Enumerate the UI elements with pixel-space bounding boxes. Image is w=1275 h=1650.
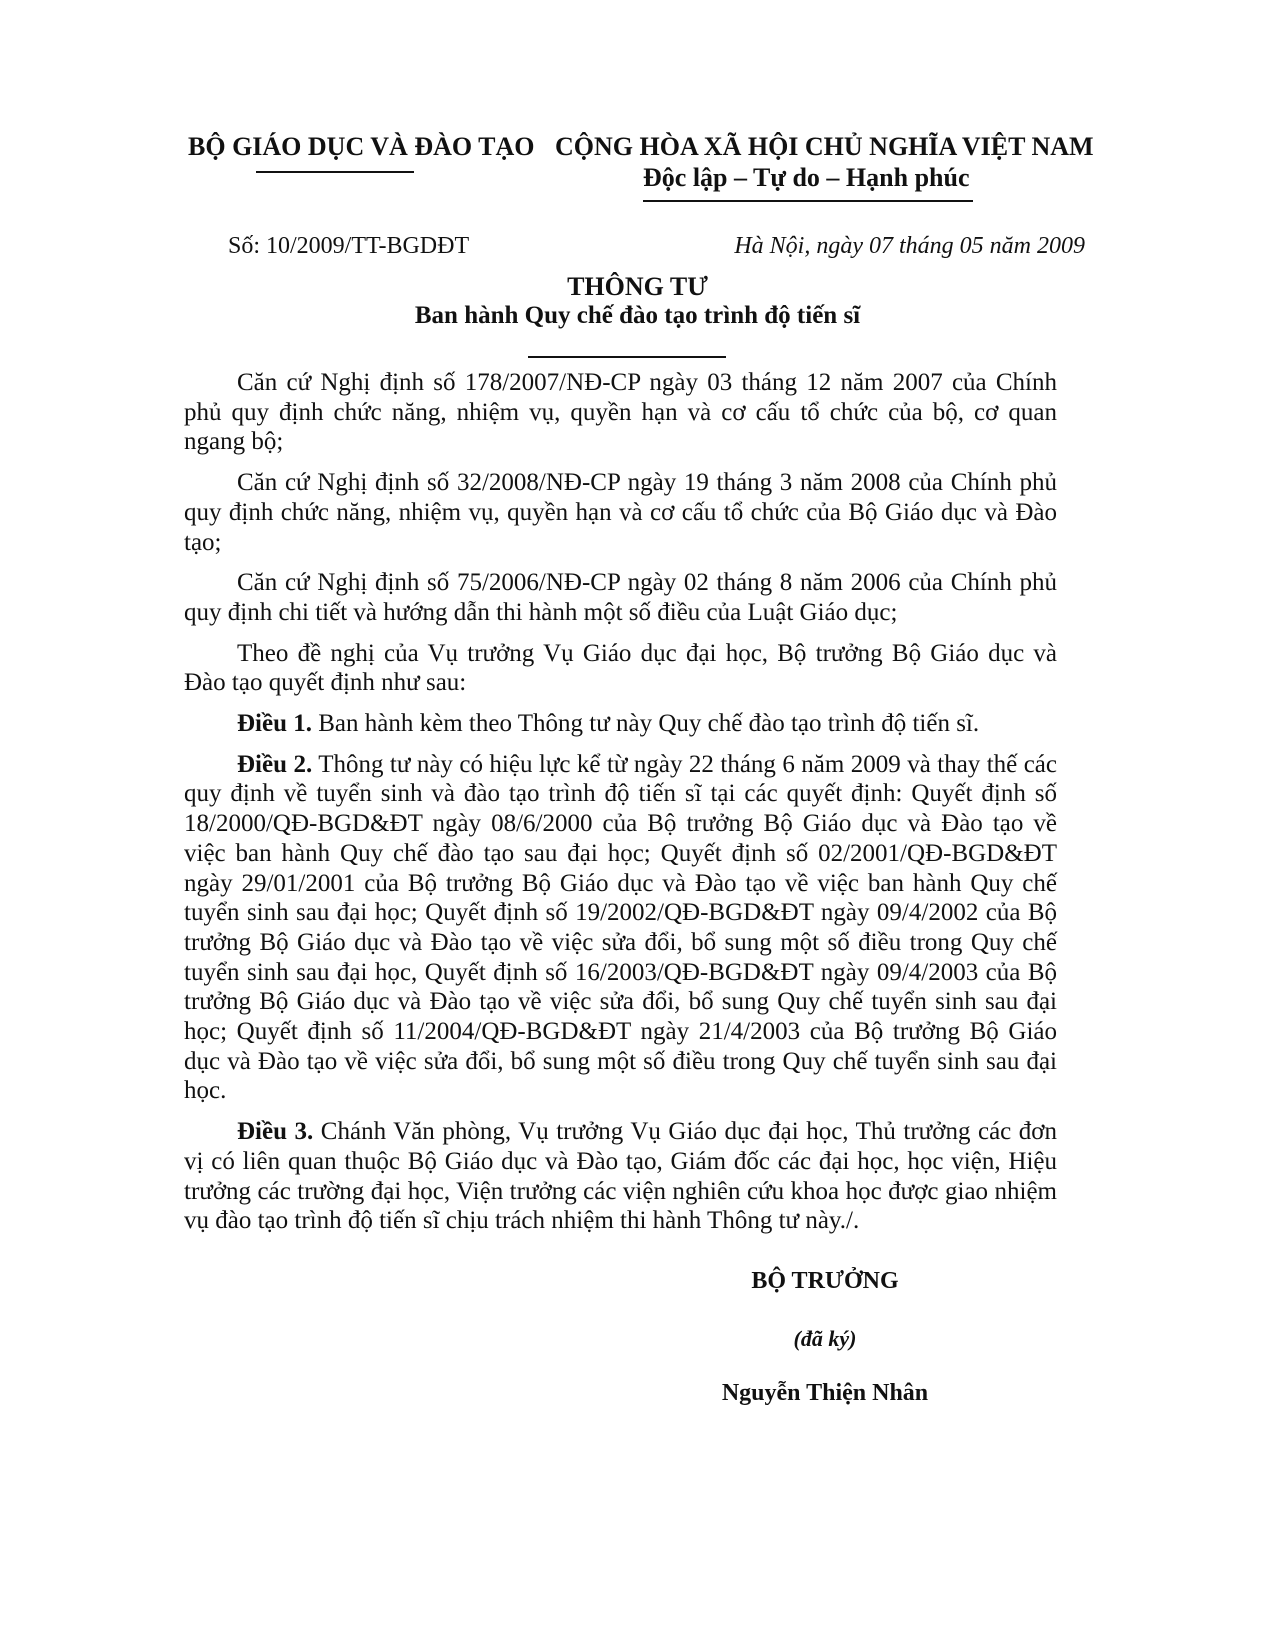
- document-body: [184, 368, 1057, 1247]
- issuing-agency: BỘ GIÁO DỤC VÀ ĐÀO TẠO: [188, 132, 535, 161]
- article-text: Thông tư này có hiệu lực kể từ ngày 22 tháng 6 năm 2009 và thay thế các quy định về tuyển sinh và đào tạo trình độ tiến sĩ tại các quyết định: Quyết định số 18/2000/QĐ-BGD&ĐT ngày 08/6/2000 của Bộ trưởng Bộ Giáo dục và Đào tạo về việc ban hành Quy chế đào tạo sau đại học; Quyết định số 02/2001/QĐ-BGD&ĐT ngày 29/01/2001 của Bộ trưởng Bộ Giáo dục và Đào tạo về việc ban hành Quy chế tuyển sinh sau đại học; Quyết định số 19/2002/QĐ-BGD&ĐT ngày 09/4/2002 của Bộ trưởng Bộ Giáo dục và Đào tạo về việc sửa đổi, bổ sung một số điều trong Quy chế tuyển sinh sau đại học, Quyết định số 16/2003/QĐ-BGD&ĐT ngày 09/4/2003 của Bộ trưởng Bộ Giáo dục và Đào tạo về việc sửa đổi, bổ sung Quy chế tuyển sinh sau đại học; Quyết định số 11/2004/QĐ-BGD&ĐT ngày 21/4/2003 của Bộ trưởng Bộ Giáo dục và Đào tạo về việc sửa đổi, bổ sung một số điều trong Quy chế tuyển sinh sau đại học.: [184, 750, 1058, 1105]
- motto-underline: [643, 200, 973, 202]
- legal-basis-paragraph: Căn cứ Nghị định số 178/2007/NĐ-CP ngày 03 tháng 12 năm 2007 của Chính phủ quy định chức năng, nhiệm vụ, quyền hạn và cơ cấu tổ chức của bộ, cơ quan ngang bộ;: [184, 369, 1057, 456]
- article-1: [184, 709, 1057, 739]
- signer-name: Nguyễn Thiện Nhân: [721, 1380, 929, 1406]
- proposal-paragraph: Theo đề nghị của Vụ trưởng Vụ Giáo dục đại học, Bộ trưởng Bộ Giáo dục và Đào tạo quyết định như sau:: [184, 639, 1057, 697]
- agency-underline: [256, 171, 414, 173]
- article-3: [184, 1117, 1057, 1236]
- document-type: THÔNG TƯ: [567, 272, 708, 301]
- document-number: Số: 10/2009/TT-BGDĐT: [228, 233, 470, 259]
- article-label: Điều 3.: [237, 1118, 314, 1146]
- article-label: Điều 2.: [237, 750, 313, 778]
- signer-title: BỘ TRƯỞNG: [751, 1268, 899, 1294]
- legal-basis-paragraph: Căn cứ Nghị định số 75/2006/NĐ-CP ngày 02 tháng 8 năm 2006 của Chính phủ quy định chi tiết và hướng dẫn thi hành một số điều của Luật Giáo dục;: [184, 569, 1057, 626]
- article-2: [184, 750, 1057, 1106]
- national-title: CỘNG HÒA XÃ HỘI CHỦ NGHĨA VIỆT NAM: [555, 132, 1094, 161]
- legal-basis-paragraph: Căn cứ Nghị định số 32/2008/NĐ-CP ngày 19 tháng 3 năm 2008 của Chính phủ quy định chức năng, nhiệm vụ, quyền hạn và cơ cấu tổ chức của Bộ Giáo dục và Đào tạo;: [184, 469, 1057, 556]
- article-label: Điều 1.: [237, 710, 312, 738]
- signed-note: (đã ký): [793, 1326, 857, 1351]
- place-and-date: Hà Nội, ngày 07 tháng 05 năm 2009: [734, 233, 1085, 259]
- article-text: Chánh Văn phòng, Vụ trưởng Vụ Giáo dục đại học, Thủ trưởng các đơn vị có liên quan thuộc Bộ Giáo dục và Đào tạo, Giám đốc các đại học, học viện, Hiệu trưởng các trường đại học, Viện trưởng các viện nghiên cứu khoa học được giao nhiệm vụ đào tạo trình độ tiến sĩ chịu trách nhiệm thi hành Thông tư này./.: [184, 1118, 1058, 1235]
- article-text: Ban hành kèm theo Thông tư này Quy chế đào tạo trình độ tiến sĩ.: [312, 710, 980, 738]
- national-motto: Độc lập – Tự do – Hạnh phúc: [643, 163, 970, 192]
- title-divider: [528, 356, 726, 358]
- document-subject: Ban hành Quy chế đào tạo trình độ tiến sĩ: [414, 302, 861, 329]
